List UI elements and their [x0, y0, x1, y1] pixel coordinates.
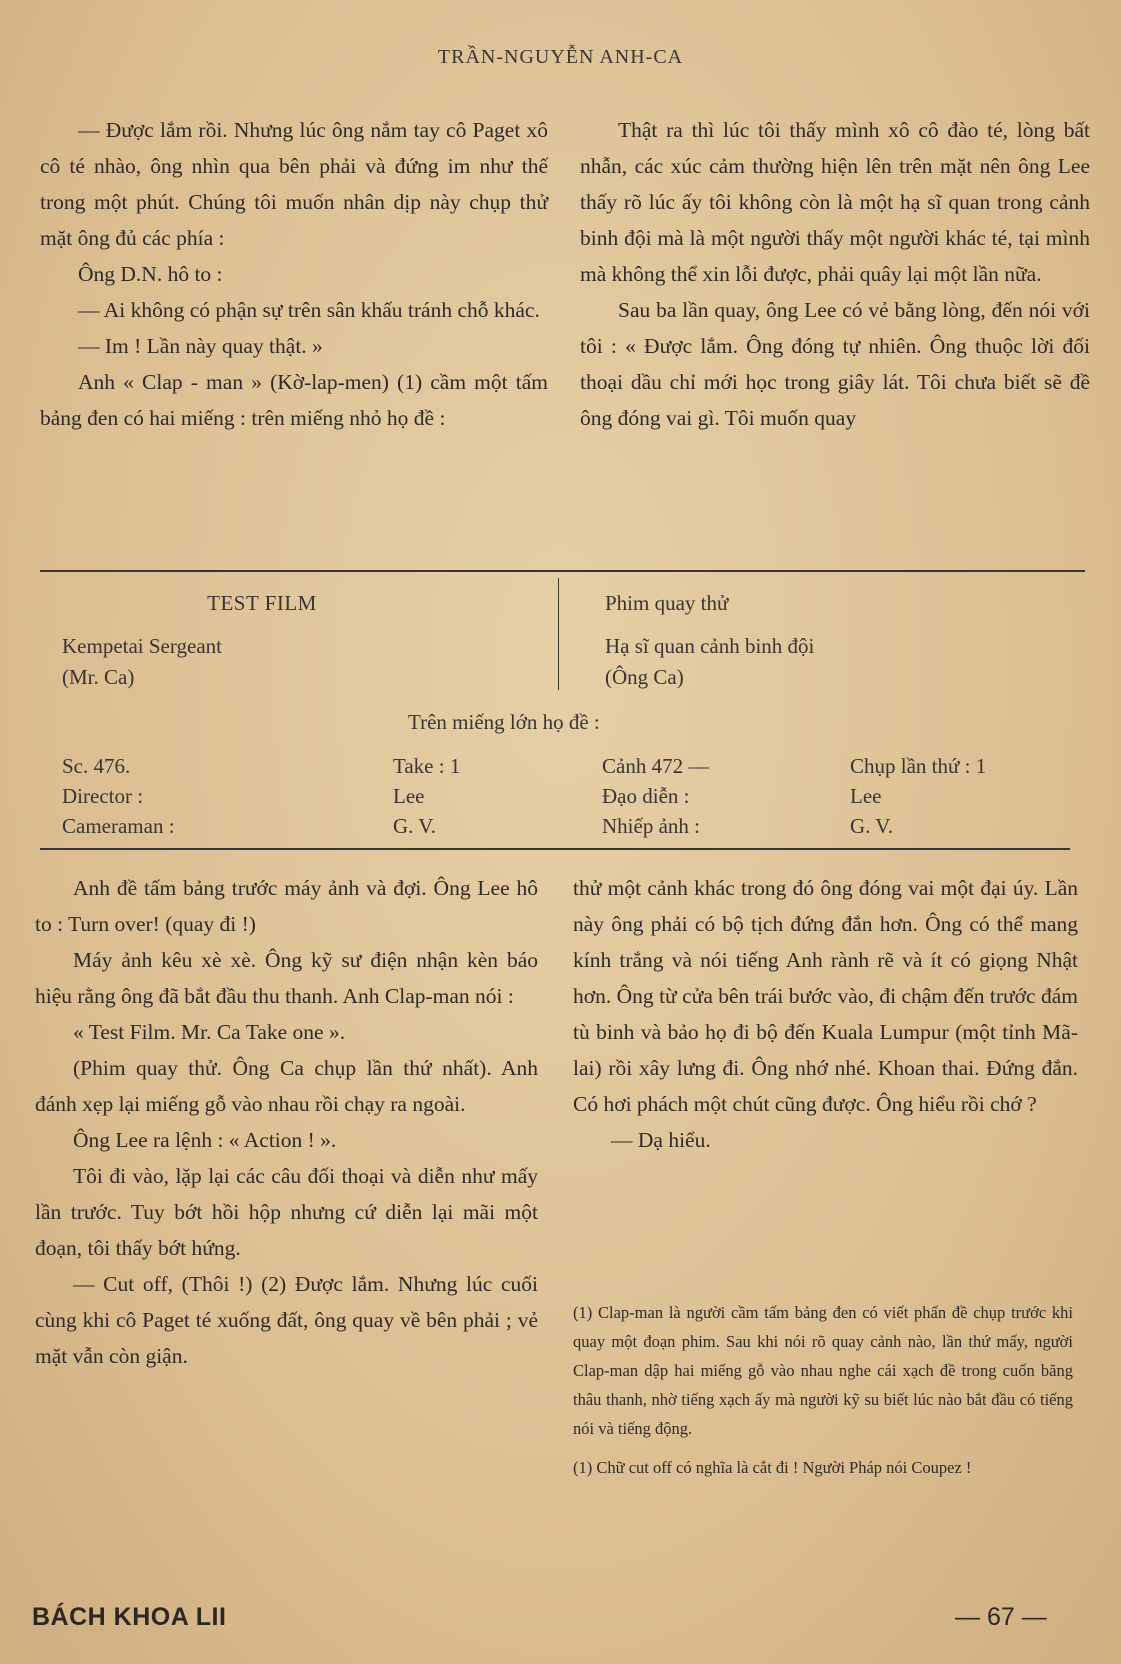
slate-value: Chụp lần thứ : 1 — [850, 754, 987, 778]
paragraph: Tôi đi vào, lặp lại các câu đối thoại và diễn như mấy lần trước. Tuy bớt hồi hộp nhưng cứ diễn lại mãi một đoạn, tôi thấy bớt hứng. — [35, 1164, 538, 1260]
board-actor: (Mr. Ca) — [62, 665, 135, 689]
board-role: Kempetai Sergeant — [62, 634, 222, 658]
slate-english-labels — [62, 751, 342, 841]
board-title: TEST FILM — [207, 591, 317, 615]
paragraph: « Test Film. Mr. Ca Take one ». — [73, 1020, 346, 1044]
slate-value: Lee — [393, 784, 425, 808]
slate-label: Cảnh 472 — — [602, 754, 710, 778]
small-board-english — [62, 588, 542, 693]
footnotes — [573, 1298, 1073, 1488]
paragraph: Anh « Clap - man » (Kờ-lap-men) (1) cầm một tấm bảng đen có hai miếng : trên miếng nhỏ họ đề : — [40, 370, 548, 430]
paragraph: Sau ba lần quay, ông Lee có vẻ bằng lòng, đến nói với tôi : « Được lắm. Ông đóng tự nhiên. Ông thuộc lời đối thoại dầu chỉ mới học trong giây lát. Tôi chưa biết sẽ đề ông đóng vai gì. Tôi muốn quay — [580, 298, 1090, 430]
paragraph: Anh đề tấm bảng trước máy ảnh và đợi. Ông Lee hô to : Turn over! (quay đi !) — [35, 876, 538, 936]
board-actor: (Ông Ca) — [605, 665, 684, 689]
slate-english-values — [393, 751, 553, 841]
board-role: Hạ sĩ quan cảnh binh đội — [605, 634, 815, 658]
footnote: (1) Clap-man là người cầm tấm bảng đen có viết phấn đề chụp trước khi quay một đoạn phim. Sau khi nói rõ quay cảnh nào, lần thứ mấy, người Clap-man dập hai miếng gỗ vào nhau nghe cái xạch đề trong cuốn băng thâu thanh, nhờ tiếng xạch ấy mà người kỹ su biết lúc nào bắt đầu có tiếng nói và tiếng động. — [573, 1303, 1073, 1438]
slate-value: Lee — [850, 784, 882, 808]
board-title: Phim quay thử — [605, 591, 729, 615]
paragraph: Ông Lee ra lệnh : « Action ! ». — [73, 1128, 337, 1152]
slate-label: Cameraman : — [62, 814, 175, 838]
slate-value: Take : 1 — [393, 754, 461, 778]
slate-label: Đạo diễn : — [602, 784, 690, 808]
slate-label: Nhiếp ảnh : — [602, 814, 700, 838]
top-left-column — [40, 112, 548, 436]
paragraph: — Ai không có phận sự trên sân khấu tránh chỗ khác. — [78, 298, 540, 322]
divider-rule — [40, 570, 1085, 572]
paragraph: thử một cảnh khác trong đó ông đóng vai một đại úy. Lần này ông phải có bộ tịch đứng đắn hơn. Ông có thể mang kính trắng và nói tiếng Anh rành rẽ và ít có giọng Nhật hơn. Ông từ cửa bên trái bước vào, đi chậm đến trước đám tù binh và bảo họ đi bộ đến Kuala Lumpur (một tỉnh Mã-lai) rồi xây lưng đi. Ông nhớ nhé. Khoan thai. Đứng đắn. Có hơi phách một chút cũng được. Ông hiểu rồi chớ ? — [573, 876, 1078, 1116]
page-number: — 67 — — [955, 1603, 1047, 1631]
board-divider — [558, 578, 559, 690]
paragraph: — Cut off, (Thôi !) (2) Được lắm. Nhưng lúc cuối cùng khi cô Paget té xuống đất, ông quay về bên phải ; vẻ mặt vẫn còn giận. — [35, 1272, 538, 1368]
big-board-label: Trên miếng lớn họ đề : — [408, 710, 600, 734]
paragraph: Máy ảnh kêu xè xè. Ông kỹ sư điện nhận kèn báo hiệu rằng ông đã bắt đầu thu thanh. Anh Clap-man nói : — [35, 948, 538, 1008]
small-board-vietnamese — [605, 588, 1075, 693]
paragraph: Thật ra thì lúc tôi thấy mình xô cô đào té, lòng bất nhẫn, các xúc cảm thường hiện lên trên mặt nên ông Lee thấy rõ lúc ấy tôi không còn là một hạ sĩ quan trong cảnh binh đội mà là một người thấy một người khác té, tại mình mà không thể xin lỗi được, phải quây lại một lần nữa. — [580, 118, 1090, 286]
bottom-left-column — [35, 870, 538, 1374]
paragraph: (Phim quay thử. Ông Ca chụp lần thứ nhất). Anh đánh xẹp lại miếng gỗ vào nhau rồi chạy ra ngoài. — [35, 1056, 538, 1116]
slate-label: Director : — [62, 784, 144, 808]
slate-value: G. V. — [393, 814, 436, 838]
slate-vietnamese-labels — [602, 751, 832, 841]
paragraph: — Được lắm rồi. Nhưng lúc ông nắm tay cô Paget xô cô té nhào, ông nhìn qua bên phải và đứng im như thế trong một phút. Chúng tôi muốn nhân dịp này chụp thử mặt ông đủ các phía : — [40, 118, 548, 250]
paragraph: — Im ! Lần này quay thật. » — [78, 334, 323, 358]
running-title: TRẦN-NGUYỄN ANH-CA — [437, 46, 684, 68]
footnote: (1) Chữ cut off có nghĩa là cắt đi ! Người Pháp nói Coupez ! — [573, 1458, 972, 1477]
paragraph: Ông D.N. hô to : — [78, 262, 223, 286]
divider-rule — [40, 848, 1070, 850]
slate-vietnamese-values — [850, 751, 1070, 841]
paragraph: — Dạ hiểu. — [611, 1128, 711, 1152]
slate-label: Sc. 476. — [62, 754, 131, 778]
bottom-right-column — [573, 870, 1078, 1158]
magazine-title: BÁCH KHOA LII — [32, 1603, 227, 1631]
top-right-column — [580, 112, 1090, 436]
slate-value: G. V. — [850, 814, 893, 838]
